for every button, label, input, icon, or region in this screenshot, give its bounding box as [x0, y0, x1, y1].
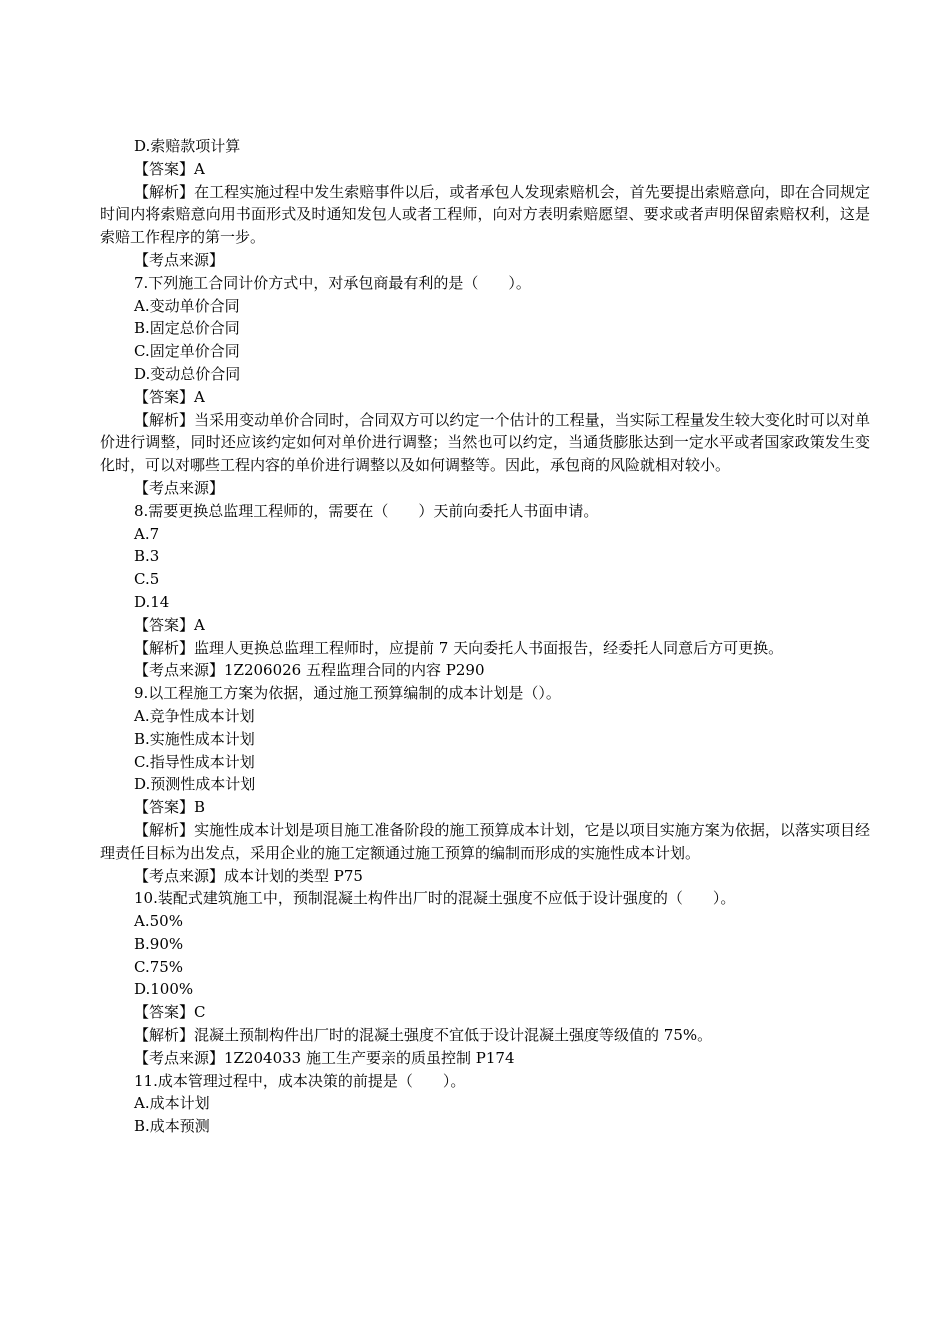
- source-line: 【考点来源】成本计划的类型 P75: [134, 866, 363, 885]
- option-line: B.实施性成本计划: [134, 729, 255, 748]
- question-line: 10.装配式建筑施工中，预制混凝土构件出厂时的混凝土强度不应低于设计强度的（ ）。: [134, 889, 736, 908]
- question-line: 8.需要更换总监理工程师的，需要在（ ）天前向委托人书面申请。: [134, 501, 599, 520]
- source-line: 【考点来源】: [134, 478, 225, 497]
- question-line: 11.成本管理过程中，成本决策的前提是（ ）。: [134, 1071, 466, 1090]
- question-line: 9.以工程施工方案为依据，通过施工预算编制的成本计划是（）。: [134, 684, 561, 703]
- option-line: B.3: [134, 547, 160, 566]
- option-line: B.固定总价合同: [134, 319, 240, 338]
- option-line: A.成本计划: [134, 1094, 210, 1113]
- analysis-line: 【解析】监理人更换总监理工程师时，应提前 7 天向委托人书面报告，经委托人同意后方可更换。: [134, 638, 784, 657]
- option-line: C.固定单价合同: [134, 342, 240, 361]
- option-line: C.5: [134, 570, 160, 589]
- analysis-paragraph: 【解析】实施性成本计划是项目施工准备阶段的施工预算成本计划，它是以项目实施方案为依据，以落实项目经理责任目标为出发点，采用企业的施工定额通过施工预算的编制而形成的实施性成本计划。: [100, 820, 870, 862]
- question-line: 7.下列施工合同计价方式中，对承包商最有利的是（ ）。: [134, 273, 531, 292]
- document-body: [100, 135, 870, 1138]
- option-line: C.指导性成本计划: [134, 752, 255, 771]
- option-line: C.75%: [134, 957, 184, 976]
- analysis-paragraph: 【解析】当采用变动单价合同时，合同双方可以约定一个估计的工程量，当实际工程量发生较大变化时可以对单价进行调整，同时还应该约定如何对单价进行调整；当然也可以约定，当通货膨胀达到一定水平或者国家政策发生变化时，可以对哪些工程内容的单价进行调整以及如何调整等。因此，承包商的风险就相对较小。: [100, 410, 870, 475]
- option-line: D.14: [134, 592, 170, 611]
- option-line: A.7: [134, 524, 160, 543]
- option-line: A.变动单价合同: [134, 296, 240, 315]
- option-line: B.成本预测: [134, 1117, 210, 1136]
- source-line: 【考点来源】1Z204033 施工生产要亲的质虽控制 P174: [134, 1048, 515, 1067]
- answer-line: 【答案】A: [134, 387, 205, 406]
- source-line: 【考点来源】1Z206026 五程监理合同的内容 P290: [134, 661, 485, 680]
- answer-line: 【答案】A: [134, 615, 205, 634]
- option-line: D.索赔款项计算: [134, 137, 241, 155]
- option-line: B.90%: [134, 934, 184, 953]
- answer-line: 【答案】C: [134, 1003, 206, 1022]
- option-line: D.100%: [134, 980, 194, 999]
- answer-line: 【答案】A: [134, 159, 205, 178]
- option-line: D.预测性成本计划: [134, 775, 256, 794]
- answer-line: 【答案】B: [134, 798, 206, 817]
- source-line: 【考点来源】: [134, 250, 225, 269]
- analysis-paragraph: 【解析】在工程实施过程中发生索赔事件以后，或者承包人发现索赔机会，首先要提出索赔意向，即在合同规定时间内将索赔意向用书面形式及时通知发包人或者工程师，向对方表明索赔愿望、要求或者声明保留索赔权利，这是索赔工作程序的第一步。: [100, 182, 870, 247]
- option-line: D.变动总价合同: [134, 364, 241, 383]
- analysis-line: 【解析】混凝土预制构件出厂时的混凝土强度不宜低于设计混凝土强度等级值的 75%。: [134, 1026, 713, 1045]
- option-line: A.竞争性成本计划: [134, 706, 255, 725]
- option-line: A.50%: [134, 912, 183, 931]
